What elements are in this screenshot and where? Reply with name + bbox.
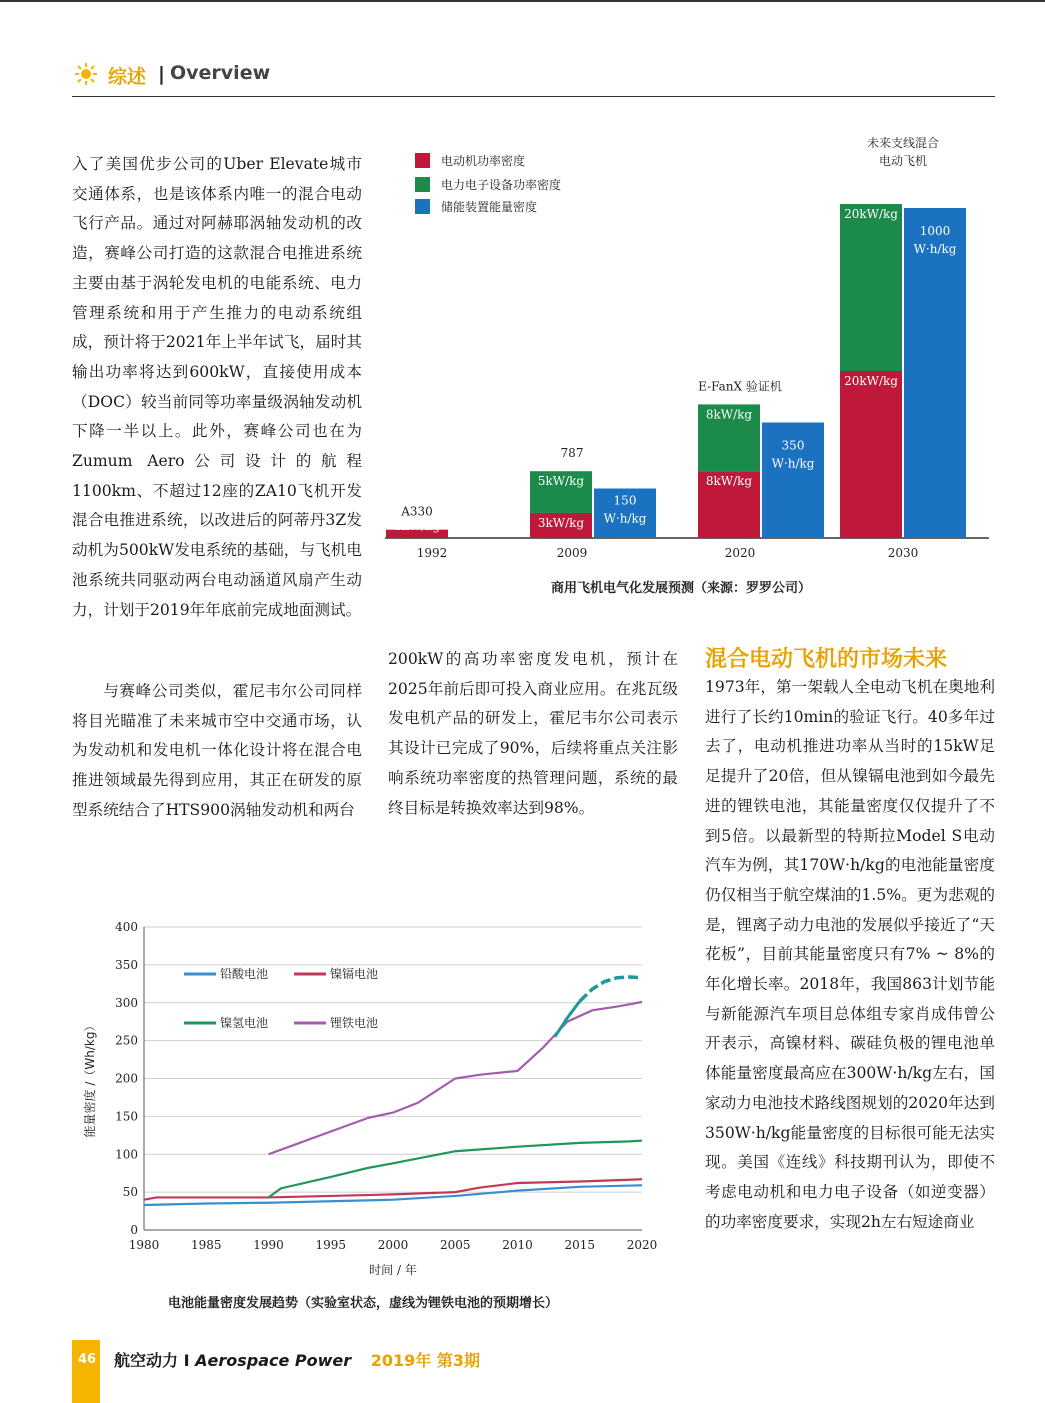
y-tick-label: 300 — [115, 995, 138, 1010]
journal-separator: I — [183, 1351, 190, 1370]
x-tick-label: 2015 — [564, 1238, 596, 1252]
paragraph: 与赛峰公司类似，霍尼韦尔公司同样将目光瞄准了未来城市空中交通市场，认为发动机和发电机一体化设计将在混合电推进领域最先得到应用，其正在研发的原型系统结合了HTS900涡轴发动机和两台 — [72, 682, 362, 819]
journal-issue: 2019年 第3期 — [370, 1351, 480, 1370]
y-tick-label: 100 — [115, 1147, 138, 1162]
data-label: 1000 W·h/kg — [913, 224, 957, 256]
x-tick-label: 2009 — [556, 546, 588, 560]
data-label: 8kW/kg — [705, 474, 753, 489]
sun-icon — [74, 62, 98, 86]
page-header — [72, 58, 995, 97]
bar-chart-caption: 商用飞机电气化发展预测（来源：罗罗公司） — [551, 581, 812, 596]
journal-name-en: Aerospace Power — [195, 1351, 352, 1370]
x-tick-label: 2005 — [439, 1238, 471, 1252]
legend-entry: 铅酸电池 — [220, 967, 269, 981]
y-tick-label: 250 — [115, 1033, 138, 1048]
x-tick-label: 2000 — [377, 1238, 409, 1252]
x-tick-label: 1995 — [315, 1238, 347, 1252]
legend-swatch — [415, 199, 430, 214]
x-tick-label: 2030 — [887, 546, 919, 560]
legend-entry: 电动机功率密度 — [441, 154, 526, 168]
y-tick-label: 200 — [115, 1071, 138, 1086]
column-2 — [388, 645, 678, 823]
series-line — [144, 1179, 642, 1199]
x-tick-label: 2010 — [502, 1238, 533, 1252]
series-line — [269, 1141, 643, 1198]
page-number: 46 — [78, 1352, 97, 1367]
legend-entry: 镍镉电池 — [330, 967, 379, 981]
data-label: 8kW/kg — [705, 407, 753, 422]
journal-name-cn: 航空动力 — [114, 1351, 179, 1370]
bar-segment — [840, 371, 902, 538]
electrification-bar-chart — [385, 136, 995, 565]
section-title-en: Overview — [170, 62, 271, 84]
legend-swatch — [415, 153, 430, 168]
battery-density-line-chart — [72, 910, 672, 1280]
y-tick-label: 0 — [130, 1223, 138, 1237]
data-label: 350 W·h/kg — [771, 438, 815, 471]
legend-entry: 电力电子设备功率密度 — [441, 178, 562, 192]
x-tick-label: 1985 — [190, 1238, 222, 1252]
section-title-cn: 综述 — [108, 66, 147, 88]
y-axis-label: 能量密度 /（Wh/kg） — [83, 1019, 97, 1138]
group-name-label: 787 — [560, 446, 584, 461]
legend-entry: 镍氢电池 — [220, 1016, 269, 1030]
legend-entry: 储能装置能量密度 — [441, 200, 538, 214]
paragraph: 入了美国优步公司的Uber Elevate城市交通体系，也是该体系内唯一的混合电动飞行产品。通过对阿赫耶涡轴发动机的改造，赛峰公司打造的这款混合电推进系统主要由基于涡轮发电机的电能系统、电力管理系统和用于产生推力的电动系统组成，预计将于2021年上半年试飞，届时其输出功率将达到600kW，直接使用成本（DOC）较当前同等功率量级涡轴发动机下降一半以上。此外，赛峰公司也在为Zumum Aero公司设计的航程1100km、不超过12座的ZA10飞机开发混合电推进系统，以改进后的阿蒂丹3Z发动机为500kW发电系统的基础，与飞机电池系统共同驱动两台电动涵道风扇产生动力，计划于2019年年底前完成地面测试。 — [72, 155, 362, 619]
page-tab — [72, 1340, 100, 1403]
legend-swatch — [415, 177, 430, 192]
y-tick-label: 50 — [122, 1185, 138, 1200]
column-1-bottom — [72, 677, 362, 826]
data-label: 5kW/kg — [537, 474, 585, 489]
legend-entry: 锂铁电池 — [330, 1016, 379, 1030]
y-tick-label: 400 — [115, 920, 138, 934]
section-separator: | — [158, 63, 165, 85]
y-tick-label: 350 — [115, 957, 138, 972]
data-label: 150 W·h/kg — [603, 493, 647, 526]
column-1-top — [72, 150, 362, 625]
line-chart-caption: 电池能量密度发展趋势（实验室状态，虚线为锂铁电池的预期增长） — [168, 1296, 559, 1311]
journal-footer — [114, 1348, 480, 1371]
section-heading: 混合电动飞机的市场未来 — [705, 647, 948, 672]
x-tick-label: 1990 — [253, 1238, 284, 1252]
paragraph: 200kW的高功率密度发电机，预计在2025年前后即可投入商业应用。在兆瓦级发电机产品的研发上，霍尼韦尔公司表示其设计已完成了90%，后续将重点关注影响系统功率密度的热管理问题，系统的最终目标是转换效率达到98%。 — [388, 650, 678, 817]
data-label: 3kW/kg — [537, 515, 585, 530]
bar-segment — [840, 204, 902, 371]
x-tick-label: 1980 — [128, 1238, 160, 1252]
data-label: 1kW/kg — [393, 519, 441, 533]
group-name-label: E-FanX 验证机 — [698, 379, 782, 394]
y-tick-label: 150 — [115, 1109, 138, 1124]
paragraph: 1973年，第一架载人全电动飞机在奥地利进行了长约10min的验证飞行。40多年过去了，电动机推进功率从当时的15kW足足提升了20倍，但从镍镉电池到如今最先进的锂铁电池，其能量密度仅仅提升了不到5倍。以最新型的特斯拉Model S电动汽车为例，其170W·h/kg的电池能量密度仍仅相当于航空煤油的1.5%。更为悲观的是，锂离子动力电池的发展似乎接近了“天花板”，目前其能量密度只有7% ~ 8%的年化增长率。2018年，我国863计划节能与新能源汽车项目总体组专家肖成伟曾公开表示，高镍材料、碳硅负极的锂电池单体能量密度最高应在300W·h/kg左右，国家动力电池技术路线图规划的2020年达到350W·h/kg能量密度的目标很可能无法实现。美国《连线》科技期刊认为，即使不考虑电动机和电力电子设备（如逆变器）的功率密度要求，实现2h左右短途商业 — [705, 678, 995, 1231]
x-tick-label: 1992 — [416, 546, 448, 560]
data-label: 20kW/kg — [844, 207, 898, 221]
x-axis-label: 时间 / 年 — [369, 1263, 417, 1277]
x-tick-label: 2020 — [724, 546, 756, 560]
group-name-label: A330 — [401, 504, 433, 519]
column-3 — [705, 673, 995, 1237]
series-line — [555, 1001, 580, 1037]
x-tick-label: 2020 — [626, 1238, 658, 1252]
series-line-dashed — [580, 977, 642, 1001]
data-label: 20kW/kg — [844, 374, 898, 388]
group-name-label: 未来支线混合电动飞机 — [866, 136, 940, 168]
top-rule — [0, 0, 1045, 2]
bar-segment — [904, 208, 966, 538]
